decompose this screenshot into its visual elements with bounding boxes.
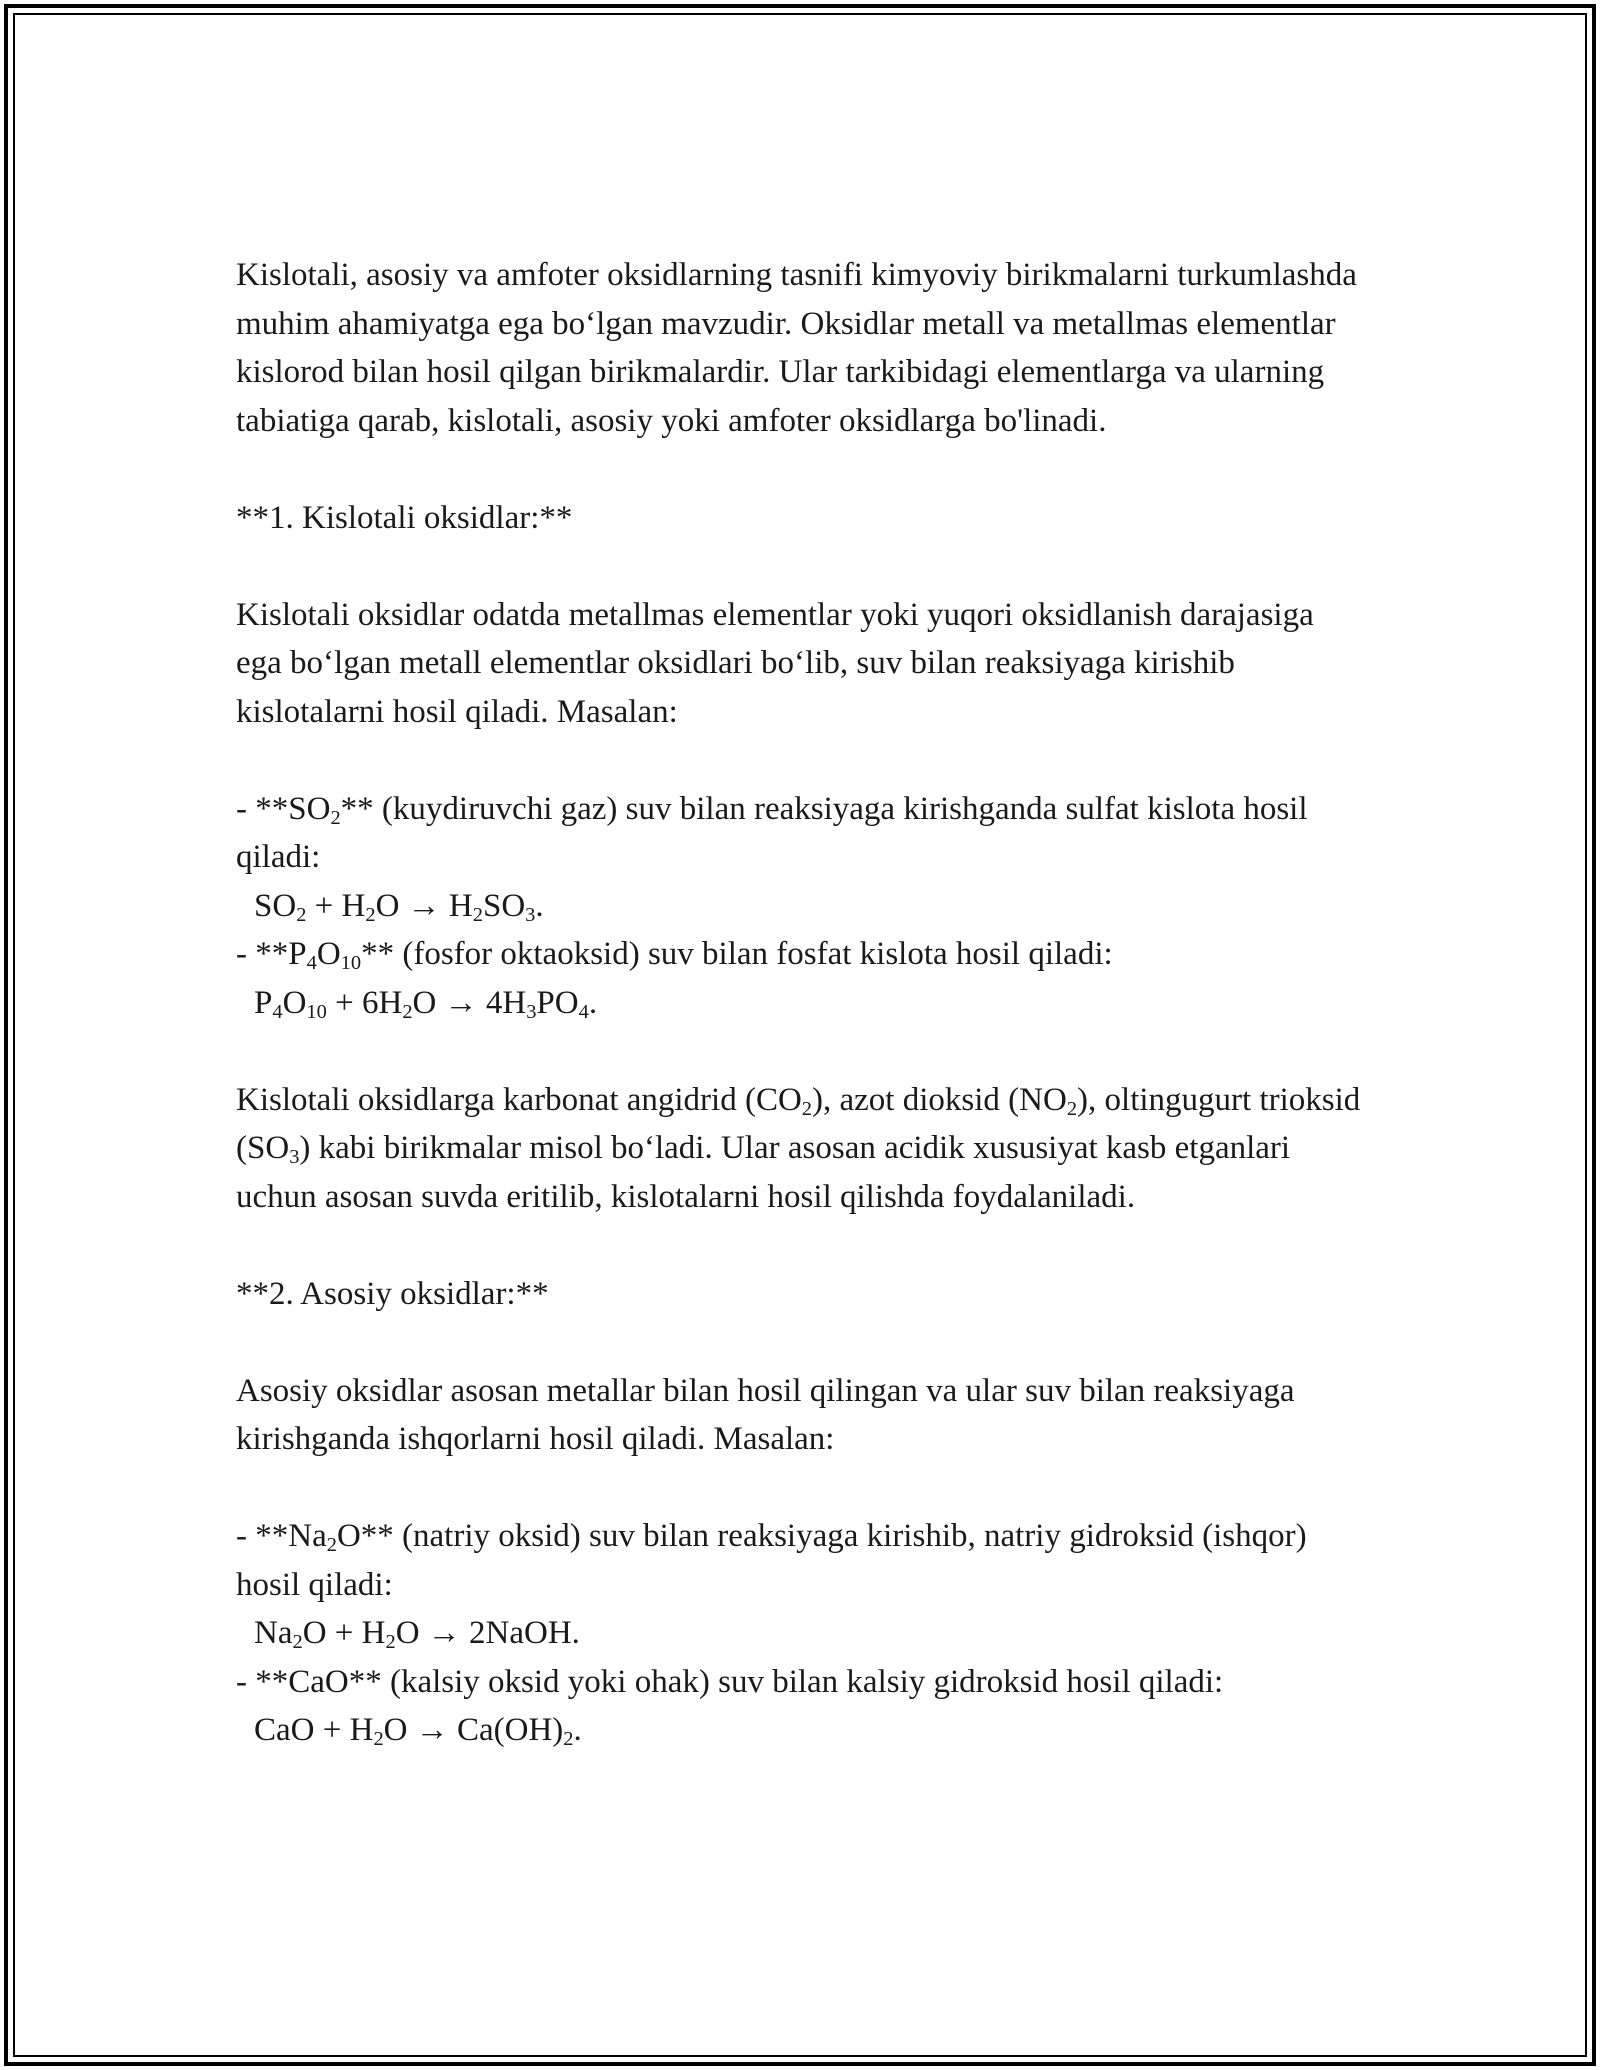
heading-basic-oxides: **2. Asosiy oksidlar:** xyxy=(236,1275,549,1312)
document-body xyxy=(236,251,1366,1755)
na2o-equation: $Na_2O + H_2O$ → 2NaOH. xyxy=(254,1615,580,1654)
intro-paragraph: Kislotali, asosiy va amfoter oksidlarning tasnifi kimyoviy birikmalarni turkumlashda muhim ahamiyatga ega bo‘lgan mavzudir. Oksidlar metall va metallmas elementlar kislorod bilan hosil qilgan birikmalardir. Ular tarkibidagi elementlarga va ularning tabiatiga qarab, kislotali, asosiy yoki amfoter oksidlarga bo'linadi. xyxy=(236,257,1357,439)
basic-intro-paragraph: Asosiy oksidlar asosan metallar bilan hosil qilingan va ular suv bilan reaksiyaga kirishganda ishqorlarni hosil qiladi. Masalan: xyxy=(236,1372,1295,1457)
acidic-intro-paragraph: Kislotali oksidlar odatda metallmas elementlar yoki yuqori oksidlanish darajasiga ega bo‘lgan metall elementlar oksidlari bo‘lib, suv bilan reaksiyaga kirishib kislotalarni hosil qiladi. Masalan: xyxy=(236,596,1314,730)
so2-list-item: - $**SO_2**$ (kuydiruvchi gaz) suv bilan reaksiyaga kirishganda sulfat kislota hosil qiladi: xyxy=(236,790,1308,875)
cao-equation: CaO + $H_2O \to Ca(OH)_2$. xyxy=(254,1712,582,1751)
cao-list-item: - **CaO** (kalsiy oksid yoki ohak) suv bilan kalsiy gidroksid hosil qiladi: xyxy=(236,1663,1224,1700)
acidic-examples-paragraph: Kislotali oksidlarga karbonat angidrid $(CO_2)$, azot dioksid $(NO_2)$, oltingugurt trioksid $(SO_3)$ kabi birikmalar misol bo‘ladi. Ular asosan acidik xususiyat kasb etganlari uchun asosan suvda eritilib, kislotalarni hosil qilishda foydalaniladi. xyxy=(236,1081,1361,1215)
p4o10-list-item: - $**P_4O_{10}**$ (fosfor oktaoksid) suv bilan fosfat kislota hosil qiladi: xyxy=(236,936,1113,975)
so2-equation: $SO_2 + H_2O \to H_2SO_3$. xyxy=(254,887,544,926)
p4o10-equation: $P_4O_{10} + 6H_2O \to 4H_3PO_4$. xyxy=(254,984,598,1023)
heading-acidic-oxides: **1. Kislotali oksidlar:** xyxy=(236,499,573,536)
na2o-list-item: - $**Na_2O**$ (natriy oksid) suv bilan reaksiyaga kirishib, natriy gidroksid (ishqor) hosil qiladi: xyxy=(236,1518,1307,1603)
